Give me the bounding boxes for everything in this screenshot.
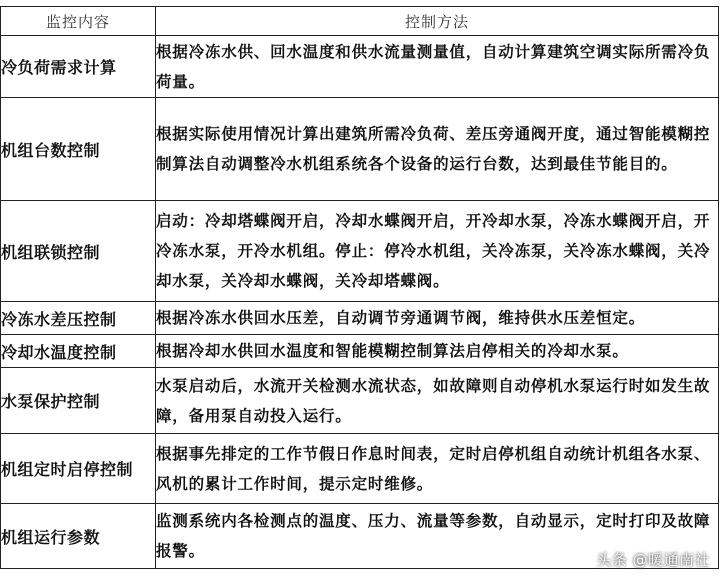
table-row bbox=[1, 434, 719, 504]
row-method-text: 启动：冷却塔蝶阀开启，冷却水蝶阀开启，开冷却水泵，冷冻水蝶阀开启，开冷冻水泵，开冷水机组。停止：停冷水机组，关冷冻泵，关冷冻水蝶阀，关冷却水泵，关冷却水蝶阀，关冷却塔蝶阀。 bbox=[156, 201, 719, 302]
row-method-text: 根据事先排定的工作节假日作息时间表，定时启停机组自动统计机组各水泵、风机的累计工作时间，提示定时维修。 bbox=[156, 434, 719, 504]
table-row bbox=[1, 335, 719, 368]
row-item-label: 机组联锁控制 bbox=[1, 201, 156, 302]
row-item-label: 冷负荷需求计算 bbox=[1, 36, 156, 98]
row-method-text: 根据冷冻水供、回水温度和供水流量测量值，自动计算建筑空调实际所需冷负荷量。 bbox=[156, 36, 719, 98]
header-monitor-content: 监控内容 bbox=[1, 7, 156, 36]
watermark-text: 头条 @暖通南社 bbox=[596, 551, 710, 569]
row-item-label: 机组台数控制 bbox=[1, 98, 156, 201]
table-row bbox=[1, 302, 719, 335]
row-item-label: 水泵保护控制 bbox=[1, 368, 156, 434]
row-method-text: 根据冷冻水供回水压差，自动调节旁通调节阀，维持供水压差恒定。 bbox=[156, 302, 719, 335]
control-methods-table bbox=[0, 6, 719, 569]
row-method-text: 监测系统内各检测点的温度、压力、流量等参数，自动显示，定时打印及故障报警。 bbox=[156, 504, 719, 569]
table-row bbox=[1, 368, 719, 434]
row-method-text: 根据冷却水供回水温度和智能模糊控制算法启停相关的冷却水泵。 bbox=[156, 335, 719, 368]
row-method-text: 水泵启动后，水流开关检测水流状态，如故障则自动停机水泵运行时如发生故障，备用泵自动投入运行。 bbox=[156, 368, 719, 434]
row-item-label: 冷冻水差压控制 bbox=[1, 302, 156, 335]
row-item-label: 冷却水温度控制 bbox=[1, 335, 156, 368]
table-row bbox=[1, 36, 719, 98]
row-method-text: 根据实际使用情况计算出建筑所需冷负荷、差压旁通阀开度，通过智能模糊控制算法自动调整冷水机组系统各个设备的运行台数，达到最佳节能目的。 bbox=[156, 98, 719, 201]
table-row bbox=[1, 98, 719, 201]
row-item-label: 机组定时启停控制 bbox=[1, 434, 156, 504]
row-item-label: 机组运行参数 bbox=[1, 504, 156, 569]
header-control-method: 控制方法 bbox=[156, 7, 719, 36]
table-row bbox=[1, 201, 719, 302]
table-header-row bbox=[1, 7, 719, 36]
